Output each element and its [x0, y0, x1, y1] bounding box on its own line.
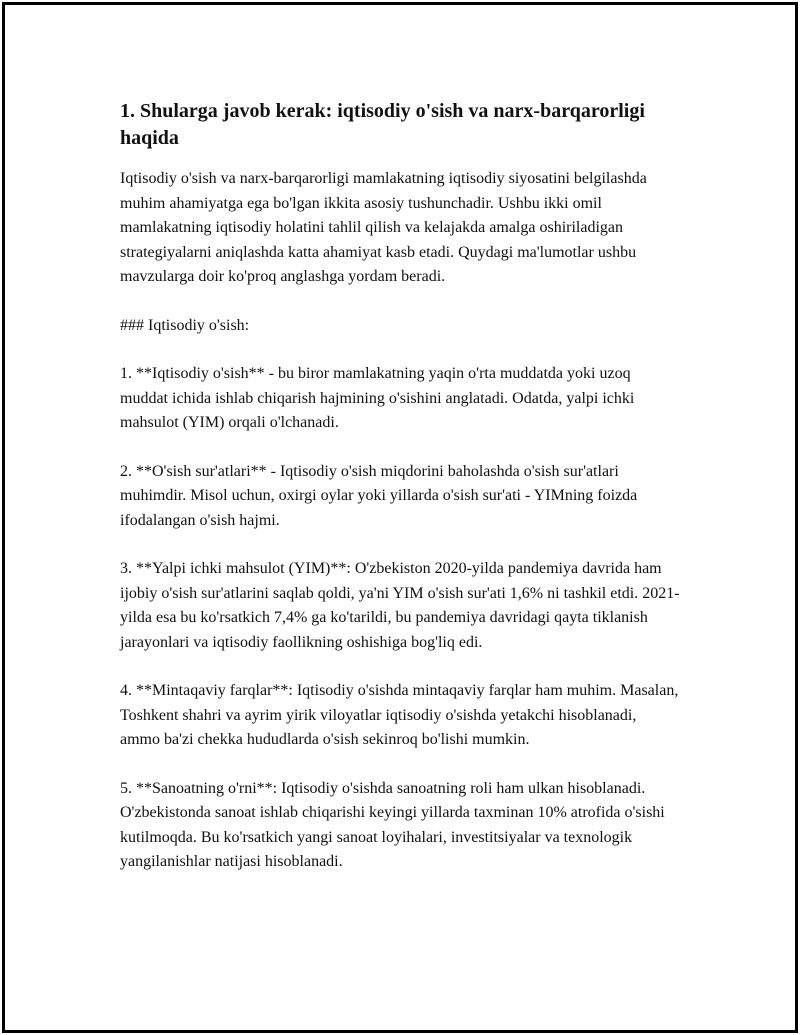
section-heading: ### Iqtisodiy o'sish:: [120, 316, 250, 334]
list-item: 5. **Sanoatning o'rni**: Iqtisodiy o'sishda sanoatning roli ham ulkan hisoblanadi. O'zbekistonda sanoat ishlab chiqarishi keyingi yillarda taxminan 10% atrofida o'sishi kutilmoqda. Bu ko'rsatkich yangi sanoat loyihalari, investitsiyalar va texnologik yangilanishlar natijasi hisoblanadi.: [120, 779, 665, 870]
document-title: 1. Shularga javob kerak: iqtisodiy o'sish va narx-barqarorligi haqida: [120, 100, 645, 149]
document-page: [2, 2, 798, 1033]
document-body: [120, 98, 680, 899]
intro-paragraph: Iqtisodiy o'sish va narx-barqarorligi mamlakatning iqtisodiy siyosatini belgilashda muhim ahamiyatga ega bo'lgan ikkita asosiy tushunchadir. Ushbu ikki omil mamlakatning iqtisodiy holatini tahlil qilish va kelajakda amalga oshiriladigan strategiyalarni aniqlashda katta ahamiyat kasb etadi. Quydagi ma'lumotlar ushbu mavzularga doir ko'proq anglashga yordam beradi.: [120, 170, 647, 285]
list-item: 2. **O'sish sur'atlari** - Iqtisodiy o'sish miqdorini baholashda o'sish sur'atlari muhimdir. Misol uchun, oxirgi oylar yoki yillarda o'sish sur'ati - YIMning foizda ifodalangan o'sish hajmi.: [120, 462, 638, 529]
list-item: 1. **Iqtisodiy o'sish** - bu biror mamlakatning yaqin o'rta muddatda yoki uzoq muddat ichida ishlab chiqarish hajmining o'sishini anglatadi. Odatda, yalpi ichki mahsulot (YIM) orqali o'lchanadi.: [120, 365, 635, 431]
list-item: 4. **Mintaqaviy farqlar**: Iqtisodiy o'sishda mintaqaviy farqlar ham muhim. Masalan, Toshkent shahri va ayrim yirik viloyatlar iqtisodiy o'sishda yetakchi hisoblanadi, ammo ba'zi chekka hududlarda o'sish sekinroq bo'lishi mumkin.: [120, 682, 679, 748]
list-item: 3. **Yalpi ichki mahsulot (YIM)**: O'zbekiston 2020-yilda pandemiya davrida ham ijobiy o'sish sur'atlarini saqlab qoldi, ya'ni YIM o'sish sur'ati 1,6% ni tashkil etdi. 2021-yilda esa bu ko'rsatkich 7,4% ga ko'tarildi, bu pandemiya davridagi qayta tiklanish jarayonlari va iqtisodiy faollikning oshishiga bog'liq edi.: [120, 560, 680, 651]
